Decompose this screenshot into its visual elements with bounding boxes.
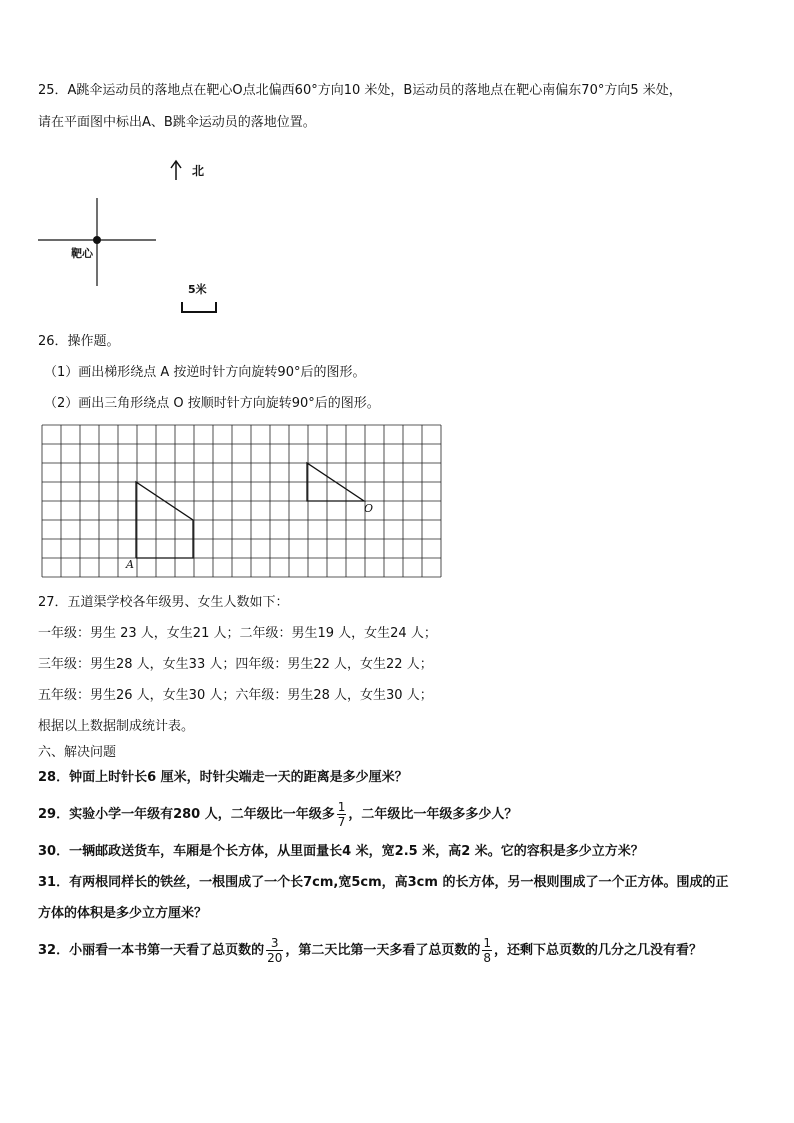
- q28-text: 28．钟面上时针长6 厘米，时针尖端走一天的距离是多少厘米？: [38, 770, 408, 785]
- q25-line2: 请在平面图中标出A、B跳伞运动员的落地位置。: [38, 115, 316, 130]
- q27-note: 根据以上数据制成统计表。: [38, 719, 195, 734]
- q32-frac1-den: 20: [267, 951, 283, 965]
- q30-text: 30．一辆邮政送货车，车厢是个长方体，从里面量长4 米，宽2.5 米，高2 米。它的容积是多少立方米？: [38, 844, 644, 859]
- q31-line1: 31．有两根同样长的铁丝，一根围成了一个长7cm,宽5cm，高3cm 的长方体，另一根则围成了一个正方体。围成的正: [38, 875, 729, 890]
- q26-grid: [40, 422, 442, 584]
- scale-label: 5米: [188, 283, 207, 296]
- point-A-label: A: [126, 558, 134, 571]
- q27-title: 27．五道渠学校各年级男、女生人数如下：: [38, 595, 289, 610]
- q26-item1: （1）画出梯形绕点 A 按逆时针方向旋转90°后的图形。: [44, 365, 366, 380]
- q32-after: ，还剩下总页数的几分之几没有看？: [494, 943, 703, 958]
- q25-target-diagram: [30, 150, 250, 320]
- q32-middle: ，第二天比第一天多看了总页数的: [285, 943, 481, 958]
- section-heading: 六、解决问题: [38, 745, 117, 760]
- q29-before: 29．实验小学一年级有280 人，二年级比一年级多: [38, 807, 335, 822]
- q29-frac-den: 7: [337, 815, 346, 829]
- target-center-label: 靶心: [71, 247, 93, 260]
- q32-frac1-num: 3: [266, 936, 283, 951]
- q32-frac2-num: 1: [483, 936, 492, 950]
- north-label: 北: [192, 164, 205, 178]
- q32-frac2-den: 8: [483, 951, 492, 965]
- q27-row1: 一年级：男生 23 人，女生21 人；二年级：男生19 人，女生24 人；: [38, 626, 437, 641]
- q26-item2: （2）画出三角形绕点 O 按顺时针方向旋转90°后的图形。: [44, 396, 380, 411]
- q32-fraction-2: [482, 936, 492, 965]
- q32-text: [38, 933, 702, 969]
- target-center-dot: [93, 236, 101, 244]
- q29-frac-num: 1: [337, 800, 346, 814]
- q27-row2: 三年级：男生28 人，女生33 人；四年级：男生22 人，女生22 人；: [38, 657, 433, 672]
- q32-before: 32．小丽看一本书第一天看了总页数的: [38, 943, 265, 958]
- q26-title: 26．操作题。: [38, 334, 120, 349]
- q31-line2: 方体的体积是多少立方厘米？: [38, 906, 208, 921]
- q29-fraction: [337, 800, 347, 829]
- q27-row3: 五年级：男生26 人，女生30 人；六年级：男生28 人，女生30 人；: [38, 688, 433, 703]
- q32-fraction-1: [266, 936, 283, 965]
- scale-bar: [182, 302, 216, 312]
- q29-text: [38, 800, 517, 830]
- point-O-label: O: [364, 502, 374, 515]
- north-arrow-icon: [171, 161, 181, 180]
- q29-after: ，二年级比一年级多多少人？: [348, 807, 518, 822]
- q25-line1: 25．A跳伞运动员的落地点在靶心O点北偏西60°方向10 米处，B运动员的落地点在靶心南偏东70°方向5 米处，: [38, 83, 682, 98]
